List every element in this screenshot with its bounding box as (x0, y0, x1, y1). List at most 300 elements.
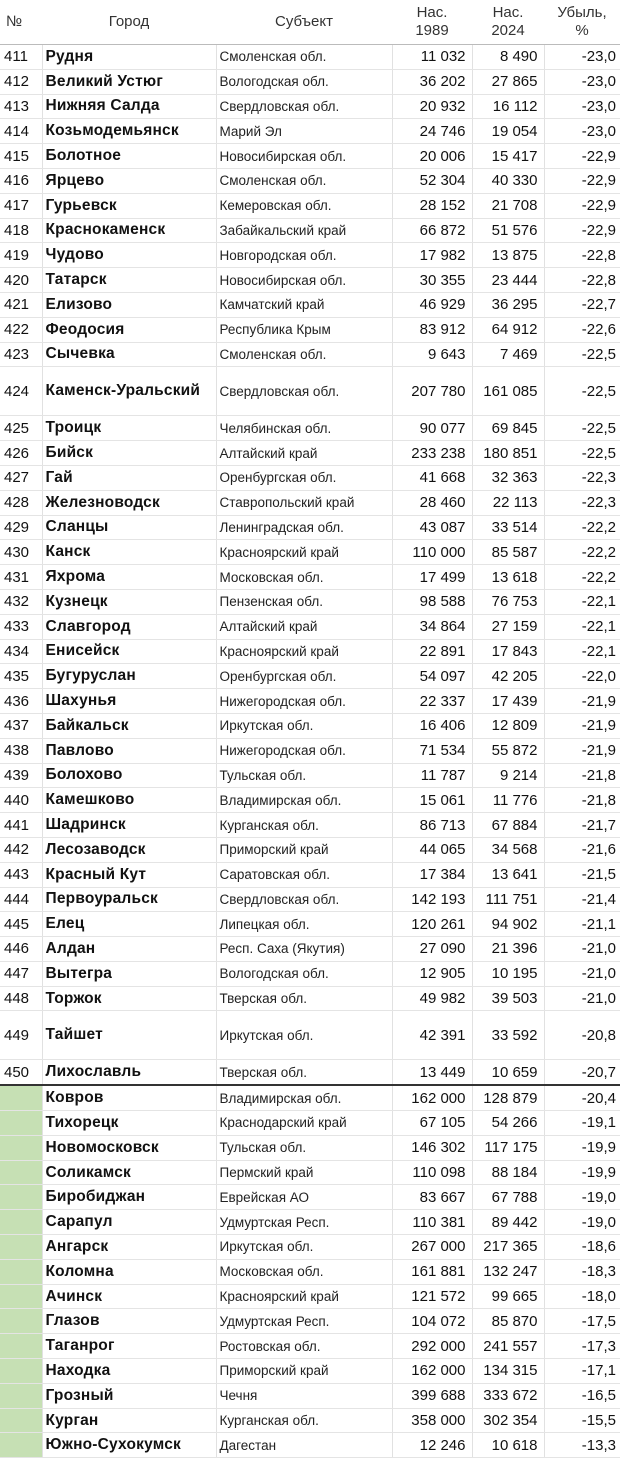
table-row (0, 292, 620, 317)
pop1989-cell: 49 982 (392, 986, 472, 1011)
city-cell: Камешково (42, 788, 216, 813)
table-row (0, 367, 620, 416)
decline-cell: -23,0 (544, 94, 620, 119)
header-decline: Убыль, % (544, 0, 620, 45)
pop1989-cell: 90 077 (392, 416, 472, 441)
decline-cell: -23,0 (544, 119, 620, 144)
pop1989-cell: 41 668 (392, 465, 472, 490)
region-cell: Саратовская обл. (216, 862, 392, 887)
city-cell: Бийск (42, 441, 216, 466)
pop1989-cell: 83 912 (392, 317, 472, 342)
pop1989-cell: 9 643 (392, 342, 472, 367)
pop2024-cell: 85 587 (472, 540, 544, 565)
decline-cell: -16,5 (544, 1383, 620, 1408)
pop1989-cell: 104 072 (392, 1309, 472, 1334)
pop1989-cell: 43 087 (392, 515, 472, 540)
region-cell: Владимирская обл. (216, 1085, 392, 1110)
pop2024-cell: 76 753 (472, 589, 544, 614)
decline-cell: -21,0 (544, 961, 620, 986)
pop1989-cell: 17 384 (392, 862, 472, 887)
city-cell: Великий Устюг (42, 69, 216, 94)
rank-cell: 448 (0, 986, 42, 1011)
city-cell: Татарск (42, 268, 216, 293)
region-cell: Алтайский край (216, 614, 392, 639)
decline-cell: -21,1 (544, 912, 620, 937)
decline-cell: -22,2 (544, 540, 620, 565)
city-cell: Торжок (42, 986, 216, 1011)
pop1989-cell: 71 534 (392, 738, 472, 763)
header-row (0, 0, 620, 45)
city-cell: Кузнецк (42, 589, 216, 614)
rank-cell (0, 1135, 42, 1160)
decline-cell: -20,8 (544, 1011, 620, 1060)
rank-cell: 436 (0, 689, 42, 714)
table-row (0, 342, 620, 367)
decline-cell: -19,0 (544, 1185, 620, 1210)
pop2024-cell: 17 843 (472, 639, 544, 664)
region-cell: Ставропольский край (216, 490, 392, 515)
rank-cell: 422 (0, 317, 42, 342)
region-cell: Тверская обл. (216, 1060, 392, 1085)
pop2024-cell: 21 708 (472, 193, 544, 218)
decline-cell: -19,1 (544, 1111, 620, 1136)
table-row (0, 317, 620, 342)
rank-cell: 446 (0, 937, 42, 962)
city-cell: Соликамск (42, 1160, 216, 1185)
rank-cell: 428 (0, 490, 42, 515)
pop2024-cell: 67 884 (472, 813, 544, 838)
pop2024-cell: 64 912 (472, 317, 544, 342)
pop1989-cell: 110 000 (392, 540, 472, 565)
rank-cell: 447 (0, 961, 42, 986)
pop2024-cell: 10 195 (472, 961, 544, 986)
rank-cell (0, 1408, 42, 1433)
pop1989-cell: 146 302 (392, 1135, 472, 1160)
rank-cell: 444 (0, 887, 42, 912)
table-row (0, 1210, 620, 1235)
pop1989-cell: 161 881 (392, 1259, 472, 1284)
table-row (0, 639, 620, 664)
decline-cell: -19,9 (544, 1160, 620, 1185)
region-cell: Красноярский край (216, 639, 392, 664)
rank-cell: 449 (0, 1011, 42, 1060)
city-cell: Таганрог (42, 1334, 216, 1359)
region-cell: Московская обл. (216, 1259, 392, 1284)
region-cell: Нижегородская обл. (216, 689, 392, 714)
city-cell: Грозный (42, 1383, 216, 1408)
city-cell: Глазов (42, 1309, 216, 1334)
region-cell: Приморский край (216, 837, 392, 862)
table-row (0, 1011, 620, 1060)
pop1989-cell: 16 406 (392, 713, 472, 738)
rank-cell: 433 (0, 614, 42, 639)
rank-cell: 413 (0, 94, 42, 119)
decline-cell: -21,9 (544, 738, 620, 763)
decline-cell: -20,4 (544, 1085, 620, 1110)
decline-cell: -22,5 (544, 416, 620, 441)
pop2024-cell: 10 618 (472, 1433, 544, 1458)
table-row (0, 565, 620, 590)
table-row (0, 465, 620, 490)
region-cell: Иркутская обл. (216, 1011, 392, 1060)
pop2024-cell: 180 851 (472, 441, 544, 466)
rank-cell: 414 (0, 119, 42, 144)
pop2024-cell: 89 442 (472, 1210, 544, 1235)
region-cell: Пензенская обл. (216, 589, 392, 614)
region-cell: Красноярский край (216, 540, 392, 565)
table-row (0, 1111, 620, 1136)
region-cell: Еврейская АО (216, 1185, 392, 1210)
table-row (0, 912, 620, 937)
pop2024-cell: 34 568 (472, 837, 544, 862)
pop2024-cell: 21 396 (472, 937, 544, 962)
pop2024-cell: 111 751 (472, 887, 544, 912)
decline-cell: -21,5 (544, 862, 620, 887)
city-cell: Находка (42, 1359, 216, 1384)
city-cell: Павлово (42, 738, 216, 763)
rank-cell: 438 (0, 738, 42, 763)
city-cell: Коломна (42, 1259, 216, 1284)
pop1989-cell: 22 891 (392, 639, 472, 664)
decline-cell: -21,4 (544, 887, 620, 912)
rank-cell (0, 1259, 42, 1284)
region-cell: Иркутская обл. (216, 1235, 392, 1260)
pop1989-cell: 11 032 (392, 45, 472, 70)
pop2024-cell: 217 365 (472, 1235, 544, 1260)
pop1989-cell: 30 355 (392, 268, 472, 293)
rank-cell: 443 (0, 862, 42, 887)
pop2024-cell: 55 872 (472, 738, 544, 763)
pop2024-cell: 128 879 (472, 1085, 544, 1110)
city-cell: Красный Кут (42, 862, 216, 887)
pop1989-cell: 28 152 (392, 193, 472, 218)
region-cell: Свердловская обл. (216, 367, 392, 416)
region-cell: Смоленская обл. (216, 168, 392, 193)
pop2024-cell: 134 315 (472, 1359, 544, 1384)
table-row (0, 862, 620, 887)
pop2024-cell: 7 469 (472, 342, 544, 367)
decline-cell: -22,8 (544, 268, 620, 293)
decline-cell: -17,1 (544, 1359, 620, 1384)
pop2024-cell: 94 902 (472, 912, 544, 937)
table-row (0, 168, 620, 193)
table-row (0, 1334, 620, 1359)
pop2024-cell: 40 330 (472, 168, 544, 193)
pop2024-cell: 333 672 (472, 1383, 544, 1408)
rank-cell: 431 (0, 565, 42, 590)
decline-cell: -21,9 (544, 713, 620, 738)
region-cell: Забайкальский край (216, 218, 392, 243)
city-cell: Сланцы (42, 515, 216, 540)
decline-cell: -20,7 (544, 1060, 620, 1085)
region-cell: Алтайский край (216, 441, 392, 466)
table-row (0, 1135, 620, 1160)
pop1989-cell: 11 787 (392, 763, 472, 788)
table-row (0, 218, 620, 243)
decline-cell: -18,0 (544, 1284, 620, 1309)
pop1989-cell: 162 000 (392, 1359, 472, 1384)
city-cell: Гурьевск (42, 193, 216, 218)
pop2024-cell: 8 490 (472, 45, 544, 70)
region-cell: Республика Крым (216, 317, 392, 342)
table-row (0, 689, 620, 714)
city-cell: Тайшет (42, 1011, 216, 1060)
pop1989-cell: 24 746 (392, 119, 472, 144)
region-cell: Курганская обл. (216, 813, 392, 838)
pop2024-cell: 99 665 (472, 1284, 544, 1309)
pop1989-cell: 162 000 (392, 1085, 472, 1110)
pop1989-cell: 207 780 (392, 367, 472, 416)
table-row (0, 119, 620, 144)
city-cell: Болохово (42, 763, 216, 788)
region-cell: Свердловская обл. (216, 94, 392, 119)
table-row (0, 1359, 620, 1384)
rank-cell: 417 (0, 193, 42, 218)
table-row (0, 540, 620, 565)
pop2024-cell: 19 054 (472, 119, 544, 144)
decline-cell: -19,0 (544, 1210, 620, 1235)
pop1989-cell: 86 713 (392, 813, 472, 838)
table-row (0, 490, 620, 515)
region-cell: Респ. Саха (Якутия) (216, 937, 392, 962)
table-row (0, 788, 620, 813)
table-row (0, 887, 620, 912)
table-row (0, 1284, 620, 1309)
table-row (0, 515, 620, 540)
pop1989-cell: 67 105 (392, 1111, 472, 1136)
table-row (0, 837, 620, 862)
region-cell: Иркутская обл. (216, 713, 392, 738)
rank-cell (0, 1160, 42, 1185)
rank-cell: 419 (0, 243, 42, 268)
decline-cell: -22,5 (544, 367, 620, 416)
pop2024-cell: 33 592 (472, 1011, 544, 1060)
pop1989-cell: 142 193 (392, 887, 472, 912)
city-cell: Болотное (42, 144, 216, 169)
rank-cell: 429 (0, 515, 42, 540)
pop2024-cell: 85 870 (472, 1309, 544, 1334)
rank-cell: 445 (0, 912, 42, 937)
region-cell: Тверская обл. (216, 986, 392, 1011)
pop1989-cell: 46 929 (392, 292, 472, 317)
table-row (0, 1408, 620, 1433)
region-cell: Оренбургская обл. (216, 664, 392, 689)
region-cell: Красноярский край (216, 1284, 392, 1309)
rank-cell: 415 (0, 144, 42, 169)
header-region: Субъект (216, 0, 392, 45)
pop2024-cell: 161 085 (472, 367, 544, 416)
region-cell: Ростовская обл. (216, 1334, 392, 1359)
city-cell: Южно-Сухокумск (42, 1433, 216, 1458)
city-cell: Елец (42, 912, 216, 937)
table-row (0, 193, 620, 218)
pop2024-cell: 67 788 (472, 1185, 544, 1210)
table-row (0, 1433, 620, 1458)
city-cell: Шадринск (42, 813, 216, 838)
decline-cell: -22,1 (544, 614, 620, 639)
table-row (0, 1185, 620, 1210)
city-cell: Краснокаменск (42, 218, 216, 243)
pop2024-cell: 51 576 (472, 218, 544, 243)
city-cell: Ачинск (42, 1284, 216, 1309)
pop1989-cell: 267 000 (392, 1235, 472, 1260)
pop1989-cell: 358 000 (392, 1408, 472, 1433)
city-cell: Вытегра (42, 961, 216, 986)
city-cell: Енисейск (42, 639, 216, 664)
table-row (0, 738, 620, 763)
pop2024-cell: 15 417 (472, 144, 544, 169)
city-cell: Феодосия (42, 317, 216, 342)
city-cell: Лихославль (42, 1060, 216, 1085)
rank-cell (0, 1383, 42, 1408)
decline-cell: -22,9 (544, 193, 620, 218)
region-cell: Курганская обл. (216, 1408, 392, 1433)
pop1989-cell: 44 065 (392, 837, 472, 862)
header-rank: № (0, 0, 42, 45)
pop1989-cell: 292 000 (392, 1334, 472, 1359)
decline-cell: -21,0 (544, 986, 620, 1011)
pop2024-cell: 69 845 (472, 416, 544, 441)
pop1989-cell: 399 688 (392, 1383, 472, 1408)
decline-cell: -15,5 (544, 1408, 620, 1433)
decline-cell: -22,7 (544, 292, 620, 317)
rank-cell (0, 1111, 42, 1136)
decline-cell: -18,3 (544, 1259, 620, 1284)
pop1989-cell: 52 304 (392, 168, 472, 193)
rank-cell: 430 (0, 540, 42, 565)
region-cell: Новосибирская обл. (216, 144, 392, 169)
rank-cell: 439 (0, 763, 42, 788)
pop1989-cell: 15 061 (392, 788, 472, 813)
city-cell: Тихорецк (42, 1111, 216, 1136)
table-row (0, 94, 620, 119)
table-row (0, 268, 620, 293)
city-cell: Елизово (42, 292, 216, 317)
table-row (0, 1060, 620, 1085)
rank-cell: 441 (0, 813, 42, 838)
city-cell: Первоуральск (42, 887, 216, 912)
region-cell: Дагестан (216, 1433, 392, 1458)
decline-cell: -22,8 (544, 243, 620, 268)
pop2024-cell: 12 809 (472, 713, 544, 738)
city-cell: Шахунья (42, 689, 216, 714)
city-cell: Алдан (42, 937, 216, 962)
decline-cell: -22,9 (544, 144, 620, 169)
pop2024-cell: 39 503 (472, 986, 544, 1011)
city-cell: Бугуруслан (42, 664, 216, 689)
region-cell: Нижегородская обл. (216, 738, 392, 763)
pop1989-cell: 17 499 (392, 565, 472, 590)
region-cell: Удмуртская Респ. (216, 1309, 392, 1334)
pop1989-cell: 233 238 (392, 441, 472, 466)
region-cell: Камчатский край (216, 292, 392, 317)
table-row (0, 986, 620, 1011)
pop2024-cell: 22 113 (472, 490, 544, 515)
city-cell: Яхрома (42, 565, 216, 590)
city-cell: Ангарск (42, 1235, 216, 1260)
rank-cell: 424 (0, 367, 42, 416)
region-cell: Свердловская обл. (216, 887, 392, 912)
rank-cell (0, 1235, 42, 1260)
decline-cell: -22,2 (544, 565, 620, 590)
rank-cell: 442 (0, 837, 42, 862)
city-cell: Нижняя Салда (42, 94, 216, 119)
city-cell: Козьмодемьянск (42, 119, 216, 144)
rank-cell: 435 (0, 664, 42, 689)
pop2024-cell: 13 641 (472, 862, 544, 887)
decline-cell: -22,9 (544, 168, 620, 193)
city-cell: Канск (42, 540, 216, 565)
rank-cell: 418 (0, 218, 42, 243)
table-row (0, 45, 620, 70)
city-cell: Ковров (42, 1085, 216, 1110)
pop2024-cell: 132 247 (472, 1259, 544, 1284)
table-row (0, 664, 620, 689)
rank-cell: 421 (0, 292, 42, 317)
decline-cell: -13,3 (544, 1433, 620, 1458)
pop1989-cell: 28 460 (392, 490, 472, 515)
table-row (0, 1259, 620, 1284)
rank-cell: 420 (0, 268, 42, 293)
city-cell: Каменск-Уральский (42, 367, 216, 416)
region-cell: Чечня (216, 1383, 392, 1408)
decline-cell: -19,9 (544, 1135, 620, 1160)
region-cell: Новгородская обл. (216, 243, 392, 268)
decline-cell: -22,2 (544, 515, 620, 540)
region-cell: Смоленская обл. (216, 45, 392, 70)
rank-cell (0, 1185, 42, 1210)
pop1989-cell: 42 391 (392, 1011, 472, 1060)
city-cell: Сычевка (42, 342, 216, 367)
table-row (0, 69, 620, 94)
decline-cell: -22,5 (544, 342, 620, 367)
region-cell: Тульская обл. (216, 1135, 392, 1160)
decline-cell: -21,8 (544, 763, 620, 788)
pop1989-cell: 20 932 (392, 94, 472, 119)
pop2024-cell: 88 184 (472, 1160, 544, 1185)
region-cell: Вологодская обл. (216, 961, 392, 986)
decline-cell: -22,9 (544, 218, 620, 243)
pop1989-cell: 36 202 (392, 69, 472, 94)
rank-cell: 437 (0, 713, 42, 738)
rank-cell: 416 (0, 168, 42, 193)
pop2024-cell: 16 112 (472, 94, 544, 119)
table-row (0, 813, 620, 838)
region-cell: Краснодарский край (216, 1111, 392, 1136)
pop1989-cell: 66 872 (392, 218, 472, 243)
city-cell: Байкальск (42, 713, 216, 738)
rank-cell (0, 1309, 42, 1334)
decline-cell: -23,0 (544, 69, 620, 94)
decline-cell: -21,0 (544, 937, 620, 962)
region-cell: Марий Эл (216, 119, 392, 144)
city-cell: Железноводск (42, 490, 216, 515)
decline-cell: -22,6 (544, 317, 620, 342)
table-row (0, 416, 620, 441)
table-row (0, 1235, 620, 1260)
city-cell: Славгород (42, 614, 216, 639)
table-row (0, 1309, 620, 1334)
header-city: Город (42, 0, 216, 45)
rank-cell: 450 (0, 1060, 42, 1085)
decline-cell: -22,1 (544, 589, 620, 614)
pop1989-cell: 22 337 (392, 689, 472, 714)
table-row (0, 1160, 620, 1185)
decline-cell: -17,3 (544, 1334, 620, 1359)
city-cell: Рудня (42, 45, 216, 70)
rank-cell (0, 1359, 42, 1384)
table-row (0, 1085, 620, 1110)
